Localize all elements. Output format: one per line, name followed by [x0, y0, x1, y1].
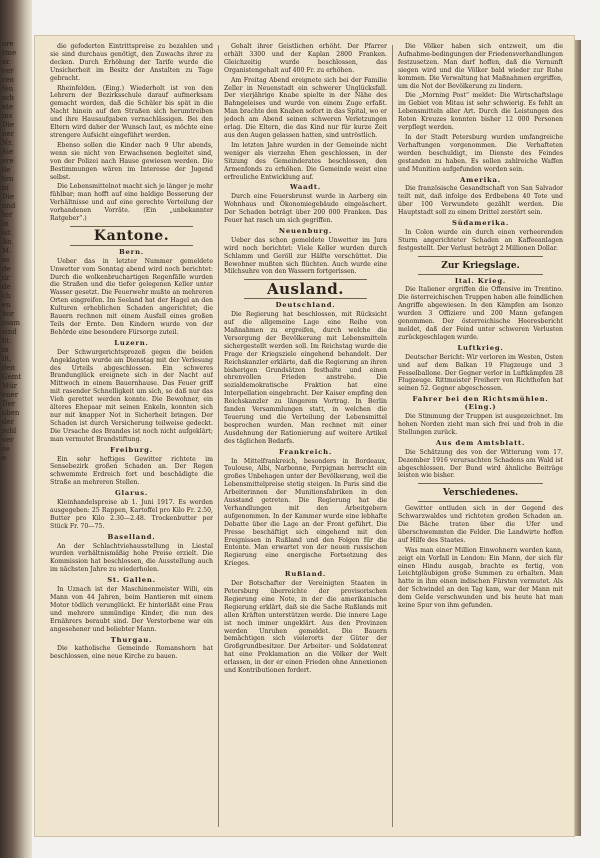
divider — [70, 226, 193, 227]
item-head: Thurgau. — [110, 635, 153, 644]
spine-line: ver — [2, 67, 14, 75]
item-text: Der Botschafter der Vereinigten Staaten in Petersburg überreichte der provisorischen Regierung eine Note, in der die amerikanische Regierung erklärt, daß sie die Sache Rußlands mit allen Kräften unterstützen werde. Die innere Lage ist noch immer ungeklärt. Aus den Provinzen werden Unruhen gemeldet. Die Bauern bemächtigen sich vielerorts der Güter der Großgrundbesitzer. Der Arbeiter- und Soldatenrat hat eine Proklamation an die Völker der Welt erlassen, in der er einen Frieden ohne Annexionen und Kontributionen fordert. — [224, 580, 387, 675]
spine-line: en — [2, 301, 11, 309]
spine-line: ch — [2, 292, 11, 300]
paragraph: Am Freitag Abend ereignete sich bei der Familie Zeller in Neuenstadt ein schwerer Unglücksfall. Der vierjährige Knabe spielte in der Nähe des Bahngeleises und wurde von einem Zuge erfaßt. Man brachte den Knaben sofort in das Spital, wo er jedoch am Abend seinen schweren Verletzungen erlag. Die Eltern, die das Kind nur für kurze Zeit aus den Augen gelassen hatten, sind untröstlich. — [224, 76, 387, 139]
item-text: Der Schwurgerichtsprozeß gegen die beiden Angeklagten wurde am Dienstag mit der Verlesung des Urteils abgeschlossen. Ein schweres Brandunglück ereignete sich in der Nacht auf Mittwoch in einem Bauernhause. Das Feuer griff mit rasender Schnelligkeit um sich, so daß nur das Vieh gerettet werden konnte. Die Bewohner, ein älteres Ehepaar mit seinen Enkeln, konnten sich nur mit knapper Not in Sicherheit bringen. Der Schaden ist durch Versicherung teilweise gedeckt. Die Ursache des Brandes ist noch nicht aufgeklärt; man vermutet Brandstiftung. — [50, 348, 213, 443]
item-head: Glarus. — [114, 489, 149, 498]
spine-line: ter — [2, 211, 13, 219]
item-head: Waadt. — [290, 183, 321, 192]
section-title: Kantone. — [93, 227, 170, 244]
spine-line: se — [2, 445, 10, 453]
item-head: Amerika. — [460, 175, 501, 184]
spine-line: der — [2, 418, 14, 426]
spine-line: ere — [2, 157, 14, 165]
divider — [70, 245, 193, 246]
spine-line: bor — [2, 310, 15, 318]
spine-line: sch — [2, 94, 15, 102]
page-edge — [575, 40, 581, 836]
divider — [418, 256, 543, 257]
spine-line: und — [2, 202, 16, 210]
spine-line: ni — [2, 184, 9, 192]
item-head: Frankreich. — [278, 447, 333, 456]
spine-line: Mür — [2, 382, 18, 390]
paragraph: Die Lebensmittelnot macht sich je länger je mehr fühlbar; man hofft auf eine baldige Besserung der Verhältnisse und auf eine gerechte Verteilung der vorhandenen Vorräte. (Ein „unbekannter Ratgeber“.) — [50, 183, 213, 223]
paragraph: Rheinfelden. (Eing.) Wiederholt ist von den Lehrern der Bezirksschule darauf aufmerksam gemacht worden, daß die Schüler bis spät in die Nacht hinein auf den Straßen sich herumtreiben und ihre Hausaufgaben vernachlässigen. Bei den Eltern wird daher der Wunsch laut, es möchte eine strengere Aufsicht eingeführt werden. — [50, 84, 213, 139]
spine-line: Die — [2, 193, 14, 201]
item-text: Gewitter entluden sich in der Gegend des Schwarzwaldes und richteten großen Schaden an. Die Bäche traten über die Ufer und überschwemmten die Felder. Die Landwirte hoffen auf Hilfe des Staates. — [398, 505, 563, 544]
item-text: Ueber das in letzter Nummer gemeldete Unwetter vom Sonntag abend wird noch berichtet: Durch die wolkenbruchartigen Regenfälle wurden die Straßen und die tiefer gelegenen Keller unter Wasser gesetzt. Die Feuerwehr mußte an mehreren Orten eingreifen. Im Seeland hat der Hagel an den Kulturen erheblichen Schaden angerichtet; die Bauern rechnen mit einem Ausfall eines großen Teils der Ernte. Den Kindern wurde von der Behörde eine besondere Fürsorge zuteil. — [50, 257, 213, 336]
divider — [244, 298, 367, 299]
spine-line: de — [2, 283, 11, 291]
item-text: Die französische Gesandtschaft von San Salvador teilt mit, daß infolge des Erdbebens 40 Tote und über 100 Verwundete gezählt werden. Die Hauptstadt soll zu einem Drittel zerstört sein. — [398, 185, 563, 217]
spine-line: as — [2, 256, 10, 264]
column-2 — [224, 43, 387, 829]
spine-line: rme — [2, 49, 17, 57]
item-text: Deutscher Bericht: Wir verloren im Westen, Osten und auf dem Balkan 19 Flugzeuge und 3 Fesselballone. Der Gegner verlor in Luftkämpfen 28 Flugzeuge. Rittmeister Freiherr von Richthofen hat seinen 52. Gegner abgeschossen. — [398, 353, 563, 393]
divider — [418, 501, 543, 502]
item-text: Die Stimmung der Truppen ist ausgezeichnet. Im hohen Norden zieht man sich frei und froh in die Stellungen zurück. — [398, 413, 563, 436]
spine-line: schl — [2, 427, 17, 435]
paragraph: Die „Morning Post“ meldet: Die Wirtschaftslage im Gebiet von Mitau ist sehr schwierig. Es fehlt an Lebensmitteln aller Art. Durch die Leistungen des Roten Kreuzes konnten bisher 12 000 Personen verpflegt werden. — [398, 92, 563, 132]
spine-line: Der — [2, 400, 16, 408]
item-head: Luftkrieg. — [457, 343, 504, 352]
item-head: St. Gallen. — [107, 576, 156, 585]
item-head: Baselland. — [107, 532, 156, 541]
spine-line: lle — [2, 166, 11, 174]
spine-line: sind — [2, 328, 17, 336]
spine-line: ist — [2, 229, 11, 237]
spine-line: ilt, — [2, 355, 12, 363]
column-1 — [50, 43, 213, 829]
item-text: An der Schlachtviehausstellung in Liestal wurden verhältnismäßig hohe Preise erzielt. Die Kommission hat beschlossen, die Ausstellung auch im nächsten Jahre zu wiederholen. — [50, 542, 213, 574]
divider — [418, 274, 543, 275]
spine-line: ren — [2, 76, 14, 84]
spine-line: de — [2, 265, 11, 273]
item-text: Durch eine Feuersbrunst wurde in Aarberg ein Wohnhaus und Ökonomiegebäude eingeäschert. Der Schaden beträgt über 200 000 Franken. Das Feuer hat rasch um sich gegriffen. — [224, 193, 387, 225]
paragraph: Ebenso sollen die Kinder nach 9 Uhr abends, wenn sie nicht von Erwachsenen begleitet sind, von der Polizei nach Hause gewiesen werden. Die Bestimmungen wären im Interesse der Jugend selbst. — [50, 141, 213, 181]
spine-line: ssam — [2, 319, 20, 327]
spine-line: m — [2, 346, 9, 354]
spine-line: ins — [2, 112, 13, 120]
item-head: Luzern. — [114, 338, 149, 347]
spine-line: e — [2, 454, 7, 462]
column-rule — [218, 45, 219, 827]
section-title: Ausland. — [266, 280, 345, 299]
item-head: Deutschland. — [275, 301, 336, 310]
item-head: Fahrer bei den Richtsmühlen. (Eing.) — [412, 395, 549, 412]
spine-line: den — [2, 364, 16, 372]
divider — [418, 483, 543, 484]
spine-line: dr — [2, 274, 10, 282]
item-text: Was man einer Million Einwohnern werden kann, zeigt ein Vorfall in London: Ein Mann, der sich für einen Hindu ausgab, brachte es fertig, von Leichtgläubigen große Summen zu erhalten. Man hatte in ihm einen indischen Fürsten vermutet. Als der Schwindel an den Tag kam, war der Mann mit dem Gelde verschwunden und bis heute hat man keine Spur von ihm gefunden. — [398, 546, 563, 610]
item-text: Ein sehr heftiges Gewitter richtete im Sensebezirk großen Schaden an. Der Regen schwemmte Erdreich fort und beschädigte die Straße an mehreren Stellen. — [50, 455, 213, 487]
newspaper-page — [34, 35, 575, 837]
spine-text — [2, 40, 28, 820]
paragraph: Im letzten Jahre wurden in der Gemeinde nicht weniger als vierzehn Ehen geschlossen, in der Sitzung des Gemeinderates beschlossen, den Armenfonds zu erhöhen. Die Gemeinde weist eine erfreuliche Entwicklung auf. — [224, 141, 387, 181]
item-text: Die Schätzung des von der Witterung vom 17. Dezember 1916 verursachten Schadens am Wald ist abgeschlossen. Der Bund wird ähnliche Beiträge leisten wie bisher. — [398, 448, 563, 480]
spine-line: ht. — [2, 337, 12, 345]
column-3 — [398, 43, 563, 829]
spine-line: Die — [2, 121, 14, 129]
section-title: Zur Kriegslage. — [441, 260, 520, 271]
spine-line: Nr. — [2, 139, 13, 147]
spine-line: M. — [2, 247, 12, 255]
spine-line: ar. — [2, 58, 11, 66]
section-title: Verschiedenes. — [442, 488, 519, 499]
spine-line: ener — [2, 391, 19, 399]
paragraph: die gefoderten Eintrittspreise zu bezahlen und sie sind durchaus genötigt, den Zuwachs ihrer zu decken. Durch Erhöhung der Tarife wurde die Unsicherheit im Besitz der Anstalten zu Tage gebracht. — [50, 43, 213, 82]
item-text: Ueber das schon gemeldete Unwetter im Jura wird noch berichtet: Viele Keller wurden durch Schlamm und Geröll zur Hälfte verschüttet. Die Bewohner mußten sich flüchten. Auch wurde eine Milchsuhre von den Wassern fortgerissen. — [224, 236, 387, 276]
item-head: Rußland. — [284, 570, 327, 579]
spine-line: Gemt — [2, 373, 22, 381]
item-text: In Colon wurde ein durch einen verheerenden Sturm angerichteter Schaden an Kaffeeanlagen festgestellt. Der Verlust beträgt 2 Millionen Dollar. — [398, 228, 563, 252]
item-text: In Uznach ist der Maschinenmeister Willi, ein Mann von 44 Jahren, beim Hantieren mit einem Motor tödlich verunglückt. Er hinterläßt eine Frau und mehrere unmündige Kinder, die nun des Ernährers beraubt sind. Der Verstorbene war ein angesehener und beliebter Mann. — [50, 586, 213, 633]
spine-line: An — [2, 238, 12, 246]
item-text: In Mittelfrankreich, besonders in Bordeaux, Toulouse, Albi, Narbonne, Perpignan herrscht ein großes Unbehagen unter der Bevölkerung, weil die Lebensmittelpreise stetig steigen. In Paris sind die Arbeiterinnen der Munitionsfabriken in den Ausstand getreten. Die Regierung hat die Verhandlungen mit den Arbeitgebern aufgenommen. In der Kammer wurde eine lebhafte Debatte über die Lage an der Front geführt. Die Presse beschäftigt sich eingehend mit den Ereignissen in Rußland und den Folgen für die Entente. Man erwartet von der neuen russischen Regierung eine energische Fortsetzung des Krieges. — [224, 457, 387, 568]
item-text: Die katholische Gemeinde Romanshorn hat beschlossen, eine neue Kirche zu bauen. — [50, 645, 213, 661]
item-text: Kleinhandelspreise ab 1. Juni 1917. Es werden ausgegeben: 25 Rappen, Kartoffel pro Kilo Fr. 2.50, Butter pro Kilo 2.30—2.48. Trockenbutter per Stück Fr. 70—75. — [50, 499, 213, 530]
item-text: Die Regierung hat beschlossen, mit Rücksicht auf die allgemeine Lage eine Reihe von Maßnahmen zu ergreifen, durch welche die Versorgung der Bevölkerung mit Lebensmitteln sichergestellt werden soll. Im Reichstag wurde die Frage der Kriegsziele eingehend behandelt. Der Reichskanzler erklärte, daß die Regierung an ihren bisherigen Grundsätzen festhalte und einen ehrenvollen Frieden anstrebe. Die sozialdemokratische Fraktion hat eine Interpellation eingebracht. Der Kaiser empfing den Reichskanzler zu längerem Vortrag. In Berlin fanden Versammlungen statt, in welchen die Teuerung und die Verteilung der Lebensmittel besprochen wurden. Man rechnet mit einer Ausdehnung der Rationierung auf weitere Artikel des täglichen Bedarfs. — [224, 311, 387, 445]
item-head: Südamerika. — [452, 219, 509, 228]
paragraph: In der Stadt Petersburg wurden umfangreiche Verhaftungen vorgenommen. Die Verhafteten werden beschuldigt, im Dienste des Feindes gestanden zu haben. Es sollen zahlreiche Waffen und Munition aufgefunden worden sein. — [398, 133, 563, 173]
spine-line: oben — [2, 409, 20, 417]
item-text: Die Italiener ergriffen die Offensive im Trentino. Die österreichischen Truppen haben alle feindlichen Angriffe abgewiesen. In den Kämpfen am Isonzo wurden 3 Offiziere und 200 Mann gefangen genommen. Der österreichische Heeresbericht meldet, daß der Feind unter schweren Verlusten zurückgeschlagen wurde. — [398, 286, 563, 341]
item-head: Aus dem Amtsblatt. — [435, 438, 526, 447]
item-head: Bern. — [119, 247, 144, 256]
paragraph: Gehalt ihrer Geistlichen erhöht. Der Pfarrer erhält 3300 und der Kaplan 2800 Franken. Gleichzeitig wurde beschlossen, das Organistengehalt auf 400 Fr. zu erhöhen. — [224, 43, 387, 74]
paragraph: Die Völker haben sich entzweit, um die Aufnahme-bedingungen der Friedensverhandlungen festzusetzen. Man darf hoffen, daß die Vernunft siegen wird und die Völker bald wieder zur Ruhe kommen. Die Verwaltung hat Maßnahmen ergriffen, um die Not der Bevölkerung zu lindern. — [398, 43, 563, 90]
column-rule — [392, 45, 393, 827]
item-head: Ital. Krieg. — [454, 276, 507, 285]
spine-line: fen — [2, 85, 14, 93]
spine-line: ore — [2, 40, 14, 48]
spine-line: ete — [2, 103, 14, 111]
spine-line: in — [2, 220, 9, 228]
spine-line: ner — [2, 130, 14, 138]
item-head: Freiburg. — [110, 445, 153, 454]
spine-line: Sie — [2, 148, 14, 156]
item-head: Neuenburg. — [278, 226, 333, 235]
book-spine — [0, 0, 32, 858]
spine-line: ver — [2, 436, 14, 444]
spine-line: ten — [2, 175, 14, 183]
